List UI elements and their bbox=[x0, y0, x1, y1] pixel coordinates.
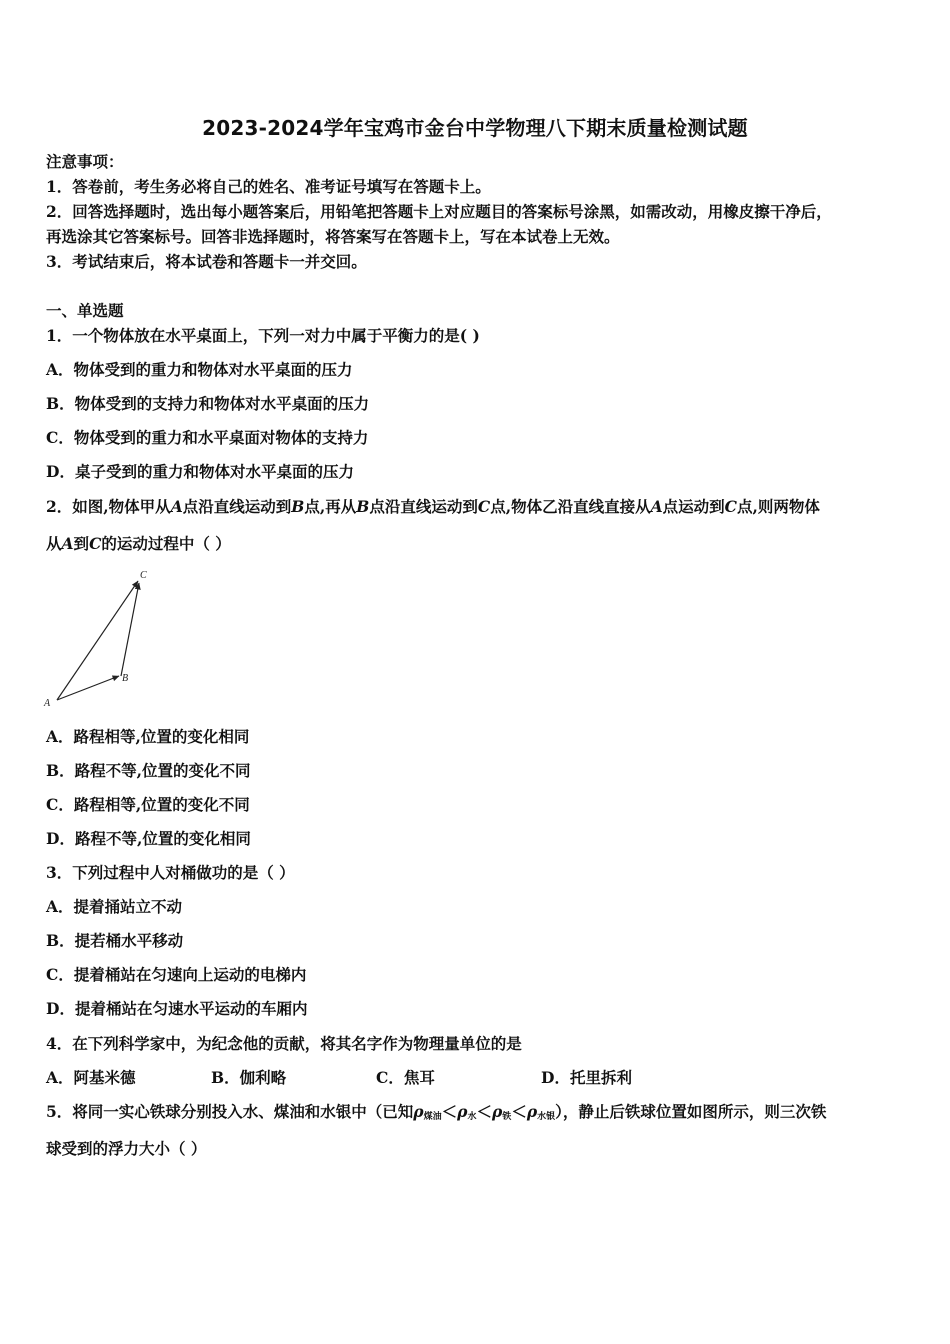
path-a-to-b bbox=[57, 676, 119, 700]
q2-option-a: A．路程相等,位置的变化相同 bbox=[46, 727, 250, 746]
q1-option-b: B．物体受到的支持力和物体对水平桌面的压力 bbox=[46, 394, 370, 413]
q2-option-c: C．路程相等,位置的变化不同 bbox=[46, 795, 250, 814]
q5-stem-line-1: 5．将同一实心铁球分别投入水、煤油和水银中（已知$\rho_{煤油}<\rho_水<\rho_铁<\rho_{水银}$），静止后铁球位置如图所示，则三次铁 bbox=[46, 1102, 827, 1122]
point-b-label: B bbox=[122, 673, 129, 684]
q4-options-row bbox=[46, 1068, 908, 1088]
q5-stem-line-2: 球受到的浮力大小（ ） bbox=[46, 1139, 207, 1158]
notice-item-2-continued: 再选涂其它答案标号。回答非选择题时，将答案写在答题卡上，写在本试卷上无效。 bbox=[46, 227, 620, 246]
notice-heading: 注意事项： bbox=[46, 152, 124, 171]
q2-stem-line-2: 从A到C的运动过程中（ ） bbox=[46, 534, 231, 553]
q2-option-d: D．路程不等,位置的变化相同 bbox=[46, 829, 251, 848]
notice-item-1: 1．答卷前，考生务必将自己的姓名、准考证号填写在答题卡上。 bbox=[46, 177, 491, 196]
q3-option-b: B．提若桶水平移动 bbox=[46, 931, 184, 950]
q3-option-c: C．提着桶站在匀速向上运动的电梯内 bbox=[46, 965, 307, 984]
q3-stem: 3．下列过程中人对桶做功的是（ ） bbox=[46, 863, 295, 882]
q1-option-d: D．桌子受到的重力和物体对水平桌面的压力 bbox=[46, 462, 354, 481]
q4-stem: 4．在下列科学家中，为纪念他的贡献，将其名字作为物理量单位的是 bbox=[46, 1034, 522, 1053]
page-title: 2023-2024学年宝鸡市金台中学物理八下期末质量检测试题 bbox=[202, 116, 748, 140]
notice-item-2: 2．回答选择题时，选出每小题答案后，用铅笔把答题卡上对应题目的答案标号涂黑，如需改动，用橡皮擦干净后， bbox=[46, 202, 832, 221]
point-a-label: A bbox=[44, 698, 51, 709]
q4-option-c: C．焦耳 bbox=[376, 1068, 435, 1087]
q2-stem-line-1: 2．如图,物体甲从A点沿直线运动到B点,再从B点沿直线运动到C点,物体乙沿直线直接从A点运动到C点,则两物体 bbox=[46, 497, 820, 516]
section-heading: 一、单选题 bbox=[46, 301, 124, 320]
notice-item-3: 3．考试结束后，将本试卷和答题卡一并交回。 bbox=[46, 252, 367, 271]
q1-stem: 1．一个物体放在水平桌面上，下列一对力中属于平衡力的是( ) bbox=[46, 326, 480, 345]
point-c-label: C bbox=[140, 570, 147, 581]
path-b-to-c bbox=[121, 583, 139, 676]
q1-option-a: A．物体受到的重力和物体对水平桌面的压力 bbox=[46, 360, 353, 379]
q3-option-a: A．提着捅站立不动 bbox=[46, 897, 183, 916]
q4-option-b: B．伽利略 bbox=[211, 1068, 287, 1087]
q2-option-b: B．路程不等,位置的变化不同 bbox=[46, 761, 251, 780]
q2-motion-diagram bbox=[40, 566, 170, 716]
q1-option-c: C．物体受到的重力和水平桌面对物体的支持力 bbox=[46, 428, 369, 447]
q4-option-d: D．托里拆利 bbox=[541, 1068, 632, 1087]
q4-option-a: A．阿基米德 bbox=[46, 1068, 136, 1087]
q3-option-d: D．提着桶站在匀速水平运动的车厢内 bbox=[46, 999, 308, 1018]
